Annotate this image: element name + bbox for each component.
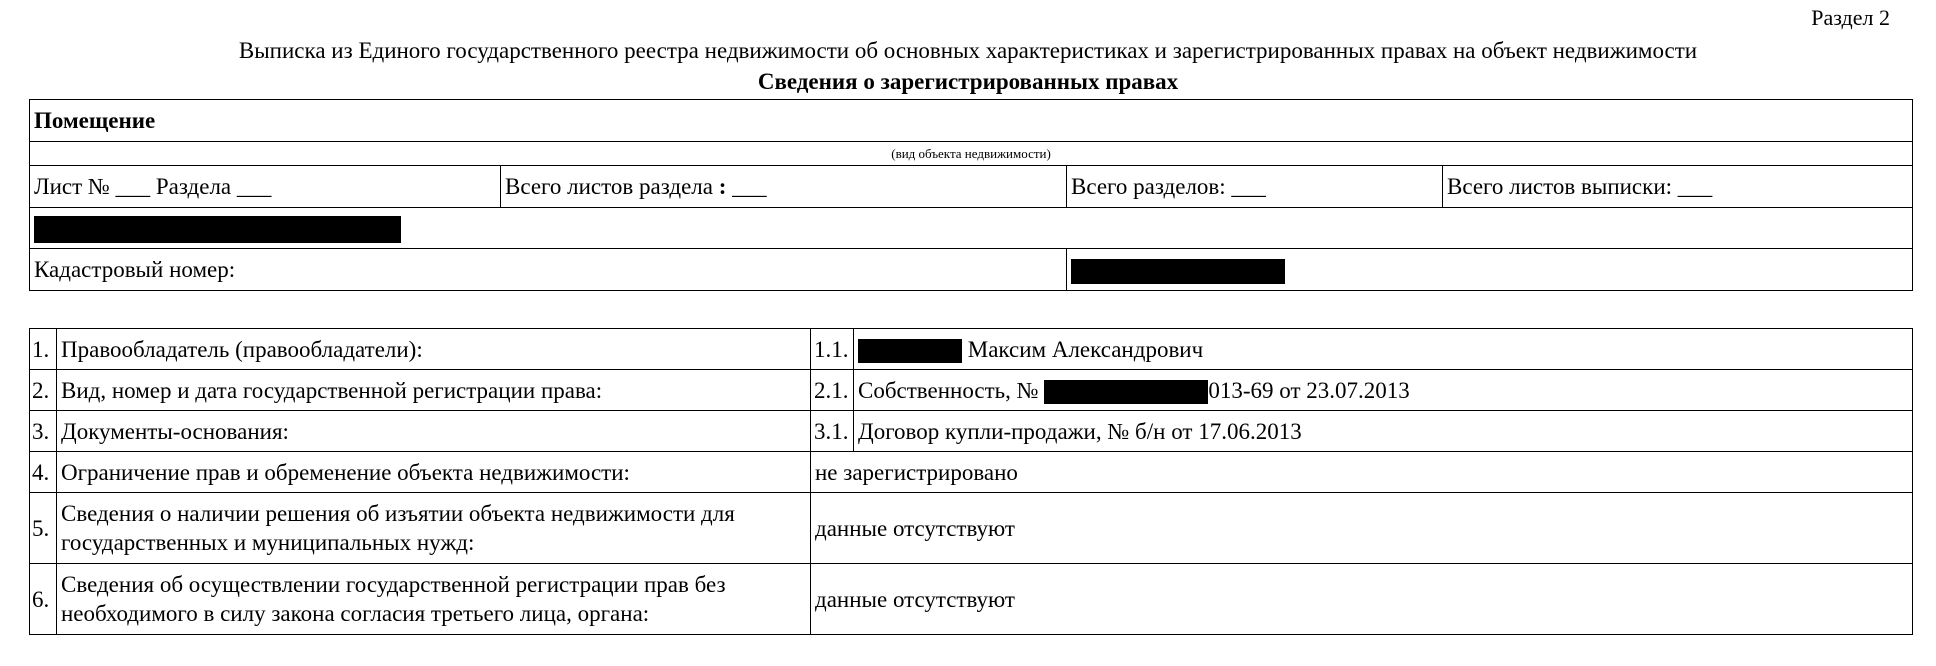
row-number: 6. xyxy=(30,564,57,635)
total-section-sheets-label: Всего листов раздела xyxy=(505,174,713,199)
row-value: не зарегистрировано xyxy=(811,452,1913,493)
row-value: Договор купли-продажи, № б/н от 17.06.2013 xyxy=(854,411,1913,452)
object-type-caption: (вид объекта недвижимости) xyxy=(30,142,1913,166)
row-label: Сведения об осуществлении государственной регистрации прав без необходимого в силу закона согласия третьего лица, органа: xyxy=(57,564,811,635)
row-value xyxy=(854,370,1913,411)
row-number: 1. xyxy=(30,329,57,370)
row-subnumber: 3.1. xyxy=(811,411,854,452)
sheet-number: Лист № ___ Раздела ___ xyxy=(30,166,501,208)
object-type: Помещение xyxy=(30,100,1913,142)
cadastral-redaction xyxy=(1071,259,1285,284)
table-row xyxy=(30,564,1913,635)
table-row xyxy=(30,452,1913,493)
table-row xyxy=(30,493,1913,564)
object-header-table xyxy=(29,99,1913,291)
right-type: Собственность, № xyxy=(858,377,1045,403)
row-value xyxy=(854,329,1913,370)
row-label: Ограничение прав и обременение объекта недвижимости: xyxy=(57,452,811,493)
total-section-sheets-blank: ___ xyxy=(726,174,767,199)
row-value: данные отсутствуют xyxy=(811,493,1913,564)
row-number: 3. xyxy=(30,411,57,452)
row-number: 5. xyxy=(30,493,57,564)
total-extract-sheets: Всего листов выписки: ___ xyxy=(1443,166,1913,208)
document-title: Выписка из Единого государственного реестра недвижимости об основных характеристиках и зарегистрированных правах на объект недвижимости xyxy=(238,38,1698,63)
total-sections: Всего разделов: ___ xyxy=(1067,166,1443,208)
table-row xyxy=(30,411,1913,452)
table-row xyxy=(30,329,1913,370)
row-value: данные отсутствуют xyxy=(811,564,1913,635)
document-subtitle: Сведения о зарегистрированных правах xyxy=(757,69,1179,94)
row-number: 2. xyxy=(30,370,57,411)
owner-surname-redaction xyxy=(858,339,962,363)
cadastral-value xyxy=(1067,249,1913,291)
owner-name: Максим Александрович xyxy=(962,336,1204,362)
total-section-sheets xyxy=(501,166,1067,208)
redacted-row xyxy=(30,208,1913,249)
total-section-sheets-colon: : xyxy=(718,174,727,199)
row-number: 4. xyxy=(30,452,57,493)
cadastral-label: Кадастровый номер: xyxy=(30,249,1067,291)
row-subnumber: 1.1. xyxy=(811,329,854,370)
redaction-block xyxy=(34,216,401,243)
table-row xyxy=(30,370,1913,411)
row-label: Сведения о наличии решения об изъятии объекта недвижимости для государственных и муниципальных нужд: xyxy=(57,493,811,564)
registration-number-redaction xyxy=(1044,380,1208,404)
row-label: Правообладатель (правообладатели): xyxy=(57,329,811,370)
row-label: Документы-основания: xyxy=(57,411,811,452)
row-subnumber: 2.1. xyxy=(811,370,854,411)
rights-table xyxy=(29,328,1913,635)
registration-number-suffix: 013-69 от 23.07.2013 xyxy=(1208,377,1410,403)
section-number: Раздел 2 xyxy=(1811,5,1890,30)
row-label: Вид, номер и дата государственной регистрации права: xyxy=(57,370,811,411)
